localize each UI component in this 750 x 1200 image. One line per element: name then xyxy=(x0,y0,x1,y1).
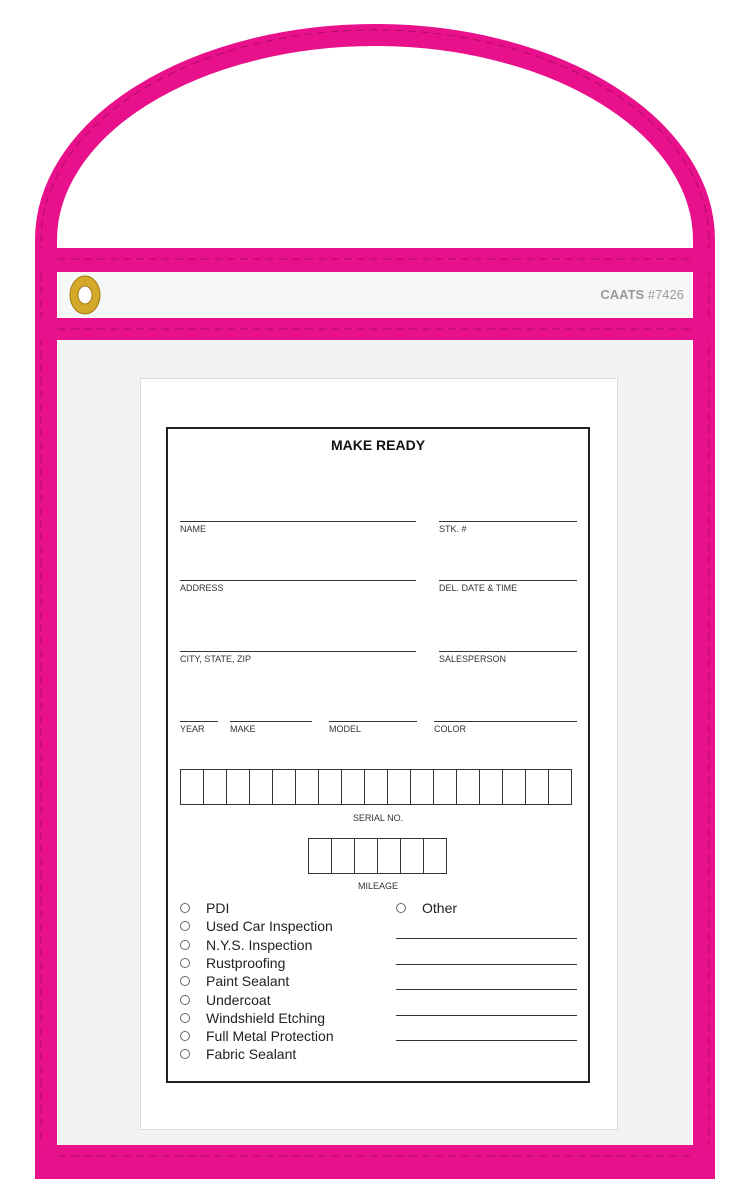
option-item[interactable] xyxy=(180,900,229,916)
color-field[interactable]: COLOR xyxy=(434,721,577,734)
model-field[interactable]: MODEL xyxy=(329,721,417,734)
digit-box[interactable] xyxy=(273,770,296,804)
digit-box[interactable] xyxy=(181,770,204,804)
option-label: Paint Sealant xyxy=(206,973,290,990)
option-label: Used Car Inspection xyxy=(206,918,333,935)
option-label: Fabric Sealant xyxy=(206,1046,297,1063)
digit-box[interactable] xyxy=(411,770,434,804)
other-write-line[interactable] xyxy=(396,1040,577,1041)
make-ready-form xyxy=(166,427,590,1083)
stock-field[interactable]: STK. # xyxy=(439,521,577,534)
radio-icon xyxy=(180,995,190,1005)
option-label: PDI xyxy=(206,900,230,916)
radio-icon xyxy=(180,1013,190,1023)
brand-name: CAATS xyxy=(600,287,645,302)
digit-box[interactable] xyxy=(526,770,549,804)
other-write-line[interactable] xyxy=(396,1015,577,1016)
radio-icon xyxy=(396,903,406,913)
option-label: Other xyxy=(422,900,458,916)
other-write-line[interactable] xyxy=(396,938,577,939)
option-other[interactable] xyxy=(396,900,457,916)
radio-icon xyxy=(180,921,190,931)
option-item[interactable] xyxy=(180,955,285,971)
digit-box[interactable] xyxy=(227,770,250,804)
serial-label: SERIAL NO. xyxy=(352,813,404,823)
radio-icon xyxy=(180,903,190,913)
digit-box[interactable] xyxy=(424,839,446,873)
digit-box[interactable] xyxy=(378,839,401,873)
header-strip xyxy=(58,272,692,318)
address-field[interactable]: ADDRESS xyxy=(180,580,416,593)
option-label: N.Y.S. Inspection xyxy=(206,936,313,953)
digit-box[interactable] xyxy=(434,770,457,804)
digit-box[interactable] xyxy=(503,770,526,804)
option-item[interactable] xyxy=(180,992,271,1008)
product-label xyxy=(600,287,684,302)
grommet-icon xyxy=(64,275,106,315)
name-field[interactable]: NAME xyxy=(180,521,416,534)
radio-icon xyxy=(180,976,190,986)
digit-box[interactable] xyxy=(319,770,342,804)
delivery-field[interactable]: DEL. DATE & TIME xyxy=(439,580,577,593)
mileage-label: MILEAGE xyxy=(357,881,398,891)
option-label: Windshield Etching xyxy=(206,1009,326,1026)
digit-box[interactable] xyxy=(549,770,571,804)
digit-box[interactable] xyxy=(342,770,365,804)
radio-icon xyxy=(180,1049,190,1059)
part-number: #7426 xyxy=(647,287,684,302)
mileage-boxes[interactable] xyxy=(308,838,447,874)
radio-icon xyxy=(180,940,190,950)
salesperson-field[interactable]: SALESPERSON xyxy=(439,651,577,664)
option-item[interactable] xyxy=(180,1028,334,1044)
radio-icon xyxy=(180,1031,190,1041)
digit-box[interactable] xyxy=(204,770,227,804)
city-field[interactable]: CITY, STATE, ZIP xyxy=(180,651,416,664)
digit-box[interactable] xyxy=(355,839,378,873)
digit-box[interactable] xyxy=(457,770,480,804)
digit-box[interactable] xyxy=(365,770,388,804)
digit-box[interactable] xyxy=(296,770,319,804)
option-item[interactable] xyxy=(180,1010,325,1026)
option-item[interactable] xyxy=(180,937,312,953)
form-title: MAKE READY xyxy=(330,437,426,453)
other-write-line[interactable] xyxy=(396,989,577,990)
option-item[interactable] xyxy=(180,918,333,934)
option-label: Undercoat xyxy=(206,991,271,1008)
digit-box[interactable] xyxy=(309,839,332,873)
year-field[interactable]: YEAR xyxy=(180,721,218,734)
make-field[interactable]: MAKE xyxy=(230,721,312,734)
digit-box[interactable] xyxy=(480,770,503,804)
radio-icon xyxy=(180,958,190,968)
digit-box[interactable] xyxy=(388,770,411,804)
digit-box[interactable] xyxy=(332,839,355,873)
option-item[interactable] xyxy=(180,973,289,989)
digit-box[interactable] xyxy=(401,839,424,873)
option-item[interactable] xyxy=(180,1046,296,1062)
option-label: Rustproofing xyxy=(206,954,286,971)
digit-box[interactable] xyxy=(250,770,273,804)
other-write-line[interactable] xyxy=(396,964,577,965)
option-label: Full Metal Protection xyxy=(206,1028,334,1045)
serial-number-boxes[interactable] xyxy=(180,769,572,805)
